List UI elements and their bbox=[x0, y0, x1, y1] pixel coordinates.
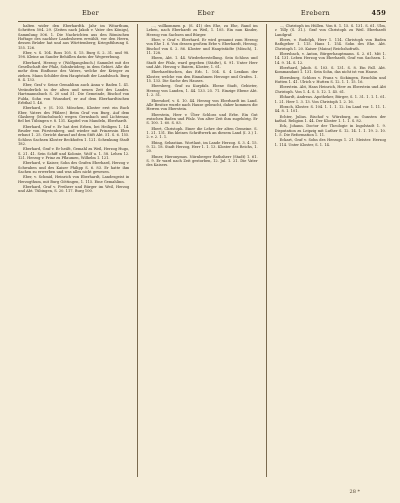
column-divider bbox=[266, 24, 267, 477]
paragraph: Eberhard, v. Kaiser, Sohn des Grafen Eberhard, Herzog v. Schwaben und des Kaiser Philipp S. 6. 83. Er hatte ihm Sachen zu erwerben und was alles nicht gewesen. bbox=[18, 161, 130, 174]
paragraph: Ebrach, Kloster. S. 104. 1. 1. 1. 12. Im Land vor. 1. 11. 1. 44. 8. 1. 101. bbox=[274, 104, 386, 114]
paragraph: Ebers, v. Rudolph, Herr 1. 114. Christoph von Baden Rathgeber 1. 115. Hans 1. 154. Sohn des Ehe. Abt. Christoph 1. 20. Kaiser (Mainz) Reichshofrath. bbox=[274, 38, 386, 51]
paragraph: Eber, Graf v. Seine Gemahlinn auch Anna v. Baden 1. 41. Veränderlich in der alten und neuen Zeit des Landes. Hartmannsbuch S. 20 und 51. Die Gemeinde, Bischof von Fulda, Sohn von Wunsdorf, er auf dem Eberhardtischen Erbthal 1. 46. bbox=[18, 83, 130, 105]
paragraph: Eber, v. S. 104. Ross 105. S. 15. Burg S. 2. 31. und 98. 198. Kleine an Sander Behüllen darin der Wegwerbung. bbox=[18, 51, 130, 60]
paragraph: Eberhard, Graf v. Er hat drei Erben, bei Heiligen 1. 14. Bruder von Fürstenberg, und wieder mit Prinzessin Eber erbaut 1. 25. Gericht darauf auf dem Stift Abt. 51. S. 6. 155. Schloss Sachsen Kloster Beckhofen 1. 121. Schenkung Stadt 182. bbox=[18, 124, 130, 146]
paragraph: Ebert, Christoph. Einer die Lehre der alten Gemeine. S. 1. 21. 131. Ein kleines Schriftwerk an diesem Land (I. 3.) 1. 2. v. 2. 1. 1. bbox=[146, 126, 258, 140]
column-divider bbox=[137, 24, 138, 477]
text-columns bbox=[18, 24, 386, 477]
column-right bbox=[275, 24, 386, 477]
paragraph: Ebersbach, v. Anton, Bürgerhauptmann. S. 2. 61. Mit 1. 14. 131. Leben Herzog von Eberhardt, Graf von Sachsen. 1. 14. 9. 14. S. 12. bbox=[274, 52, 386, 65]
paragraph: Eberhard, Jakob. S. 103. S. 131. S. 8. Ein Fall. Abt. Kommandant 1. 131. Sein Sohn, das nicht ist von Hause. bbox=[274, 66, 386, 75]
paragraph: Eberstein, Herr v. Über Schloss und Erbe. Ein Gut zwischen Baden und Pfalz. Von alter Zeit ihm zugehörig. Er S. 100. 1. 60. S. 83. bbox=[146, 112, 258, 126]
paragraph: Ebernburg, Schloss v. Franz v. Sickingen, Reuchlin und Hutten 1. 41. Ulrich v. Hutten S. 12. 1. 1. 15. 16. bbox=[274, 75, 386, 85]
page-number: 459 bbox=[371, 9, 387, 17]
paragraph: Eck, Johann. Doctor der Theologie in Ingolstadt 1. 9. Disputation zu Leipzig mit Luther S. 12. 14. 1. 1. 19. 2. 10. 1. 5. Die Reformation 1. 11. bbox=[274, 124, 386, 137]
paragraph: Ebern, Abt. 1. 44. Wiederherstellung. Sein Schloss und Stadt der Pfalz, ward gegeben (Städte), S. 91. Unter Herr und Abt. Herzog v. Baiern, Kloster, 1. 61. bbox=[146, 56, 258, 70]
paragraph: Eberhard, Graf v. Freiherr und Bürger im Weil, Herzog und Abt. Tübingen, S. 20. 117. Burg 100. bbox=[18, 185, 130, 194]
paragraph: Ebersberg, Graf zu Kurpfalz. Ebene Stadt, Gebieter, Herzog von Landen, 1. 44. 133. 25. 71. Einzige Ebene Abt. 1. 2. 51. bbox=[146, 84, 258, 98]
column-left bbox=[18, 24, 129, 477]
header-rule bbox=[18, 21, 386, 22]
paragraph: Ebersdorf, v. S. 10. 44. Herzog von Eberhardt im Land. Alle Besitze wurde nach Hause gebracht, daher kommen die Herren von Eberstein. bbox=[146, 98, 258, 112]
paragraph: ..., vollkommen p. (S. 41) des Ehe, zu Ehe, Rand im Leben, nach Eberhardt zu Weil, 1. 105. Ein nun Kinder, Herzog von Sachsen und Bürger. bbox=[146, 24, 258, 37]
header-center-word: Eber bbox=[197, 9, 215, 17]
paragraph: Eberhardtischen, das Erb. 1. 104. S. 4 Lexikon der Kloster, welche von den Einnahmen Herzoge und Grafen. 1. 15. 133. Die Sache des Hauses. bbox=[146, 70, 258, 84]
paragraph: Eberhard, Graf v. Er heißt, Gemahl zu Weil, Herzog Hugo, S. 21. 41. Sein Schiff und Kolonie, Wolf u. 1. 58. Lehen 12. 121. Herzog v. Prinz zu Pflaumen, Wilhelm 1. 121. bbox=[18, 147, 130, 160]
signature-mark: 28 * bbox=[349, 489, 360, 495]
column-middle bbox=[146, 24, 257, 477]
paragraph: Eber, v. Schmid, Heinrich von Eberhardt, Landesgeist in Herzogthum, mit Burg Göttingen, 1. 115. Eine Gemahlinn. bbox=[18, 175, 130, 184]
paragraph: ..., Christoph im Hüllen. Von 8. 1. 15. S. 131. S. 61. Ulm, v. Tilly (S. 31.). Graf von Christoph zu Weil. Eberhardt Landgraf. bbox=[274, 24, 386, 37]
header-left-word: Eber bbox=[82, 9, 100, 17]
paragraph: Eberhard, Herzog v. (Wolfgangsbuch.) Sammlet mit der Gesellschaft der Pfalz, Sohnbrüderg, in dem Gebiet. Alle die mehr dem Einflusse des Vaters, welche der Krieger zu ziehen. Mann Schilder dem Hauptstadt der Landsbuch. Burg 8. 4. 133. bbox=[18, 60, 130, 83]
paragraph: Ebing, Sebastian. Wortlaut, im Lande Herzog. S. 3. 4. 15. 9. 12. 18. Stadt Herzog, Herr 1. 1. 13. Kloster des Reichs, 1. 20. bbox=[146, 140, 258, 154]
paragraph: Eckart, Graf v. Sohn des Herzogs 1. 21. Meister. Herzog 1. 114. Unter Kloster, S. 1. 14. bbox=[274, 138, 386, 147]
header-right-word: Erebern bbox=[300, 9, 331, 17]
paragraph: Eberstein. Abt, Hans Heinrich, Herr zu Eberstein und Abt Christoph. Von 1. 4. S. 5. 12. 1. 45. 61. bbox=[274, 85, 386, 94]
running-header bbox=[18, 6, 386, 20]
paragraph: Ebner, Hieronymus. Nürnberger Rathsherr (Stadt) 1. 61. S. 9. Er ward nach Zeit gestorben, 12. Jul. 1. 21. Die Vater des Kaisers. bbox=[146, 154, 258, 168]
paragraph: Echter, Julius. Bischof v. Würzburg, zu Gunsten der kathol. Religion 1. 44. Der Kloster 1. 1. 1. S. 82. bbox=[274, 114, 386, 123]
paragraph: halten wider den Eberhardtk. Jahr im Witarthum, Schritten 504. 29. (Zeiten nach Jakob v. Vater des Königs), Sammlung 506. 1. Die Nachrichten aus den Römischen Hoftage des nachher Landesherrn erwählt, vor den Herrn, dessen Brüder hat und aus Württemberg; Kriegsführung S. 155. 126. bbox=[18, 24, 130, 50]
paragraph: Ebhardt, Andreas. Apotheker, Bürger, S. 1. 31. 1. 1. 1. 61. 1. 21. Herr 1. 3. 13. Von Christoph 1. 2. 16. bbox=[274, 95, 386, 104]
paragraph: Eber, v. Graf v. Eberhard. Er wird genannt zum Herzog von Ehe 1. 6. Von dessen großem Erbe v. Eberhardt, Herzog, Bischof von S. 2. 86. Kloster und Hauptstädte (Mönch), 1. 11. 128. bbox=[146, 38, 258, 56]
paragraph: Eberhard, v. (S. 103. Mönchen, Kloster erst ein Buch Eber, Vaters des Pfälzer.) Beim Graf von Burg, Auf dem Glasberg (Mönchsbuch) wegen Gernsbach und Lichtenau; fiel bei Tübingen v. 8. 131. Kapitel von Mandeln, Eberhardt. bbox=[18, 106, 130, 124]
